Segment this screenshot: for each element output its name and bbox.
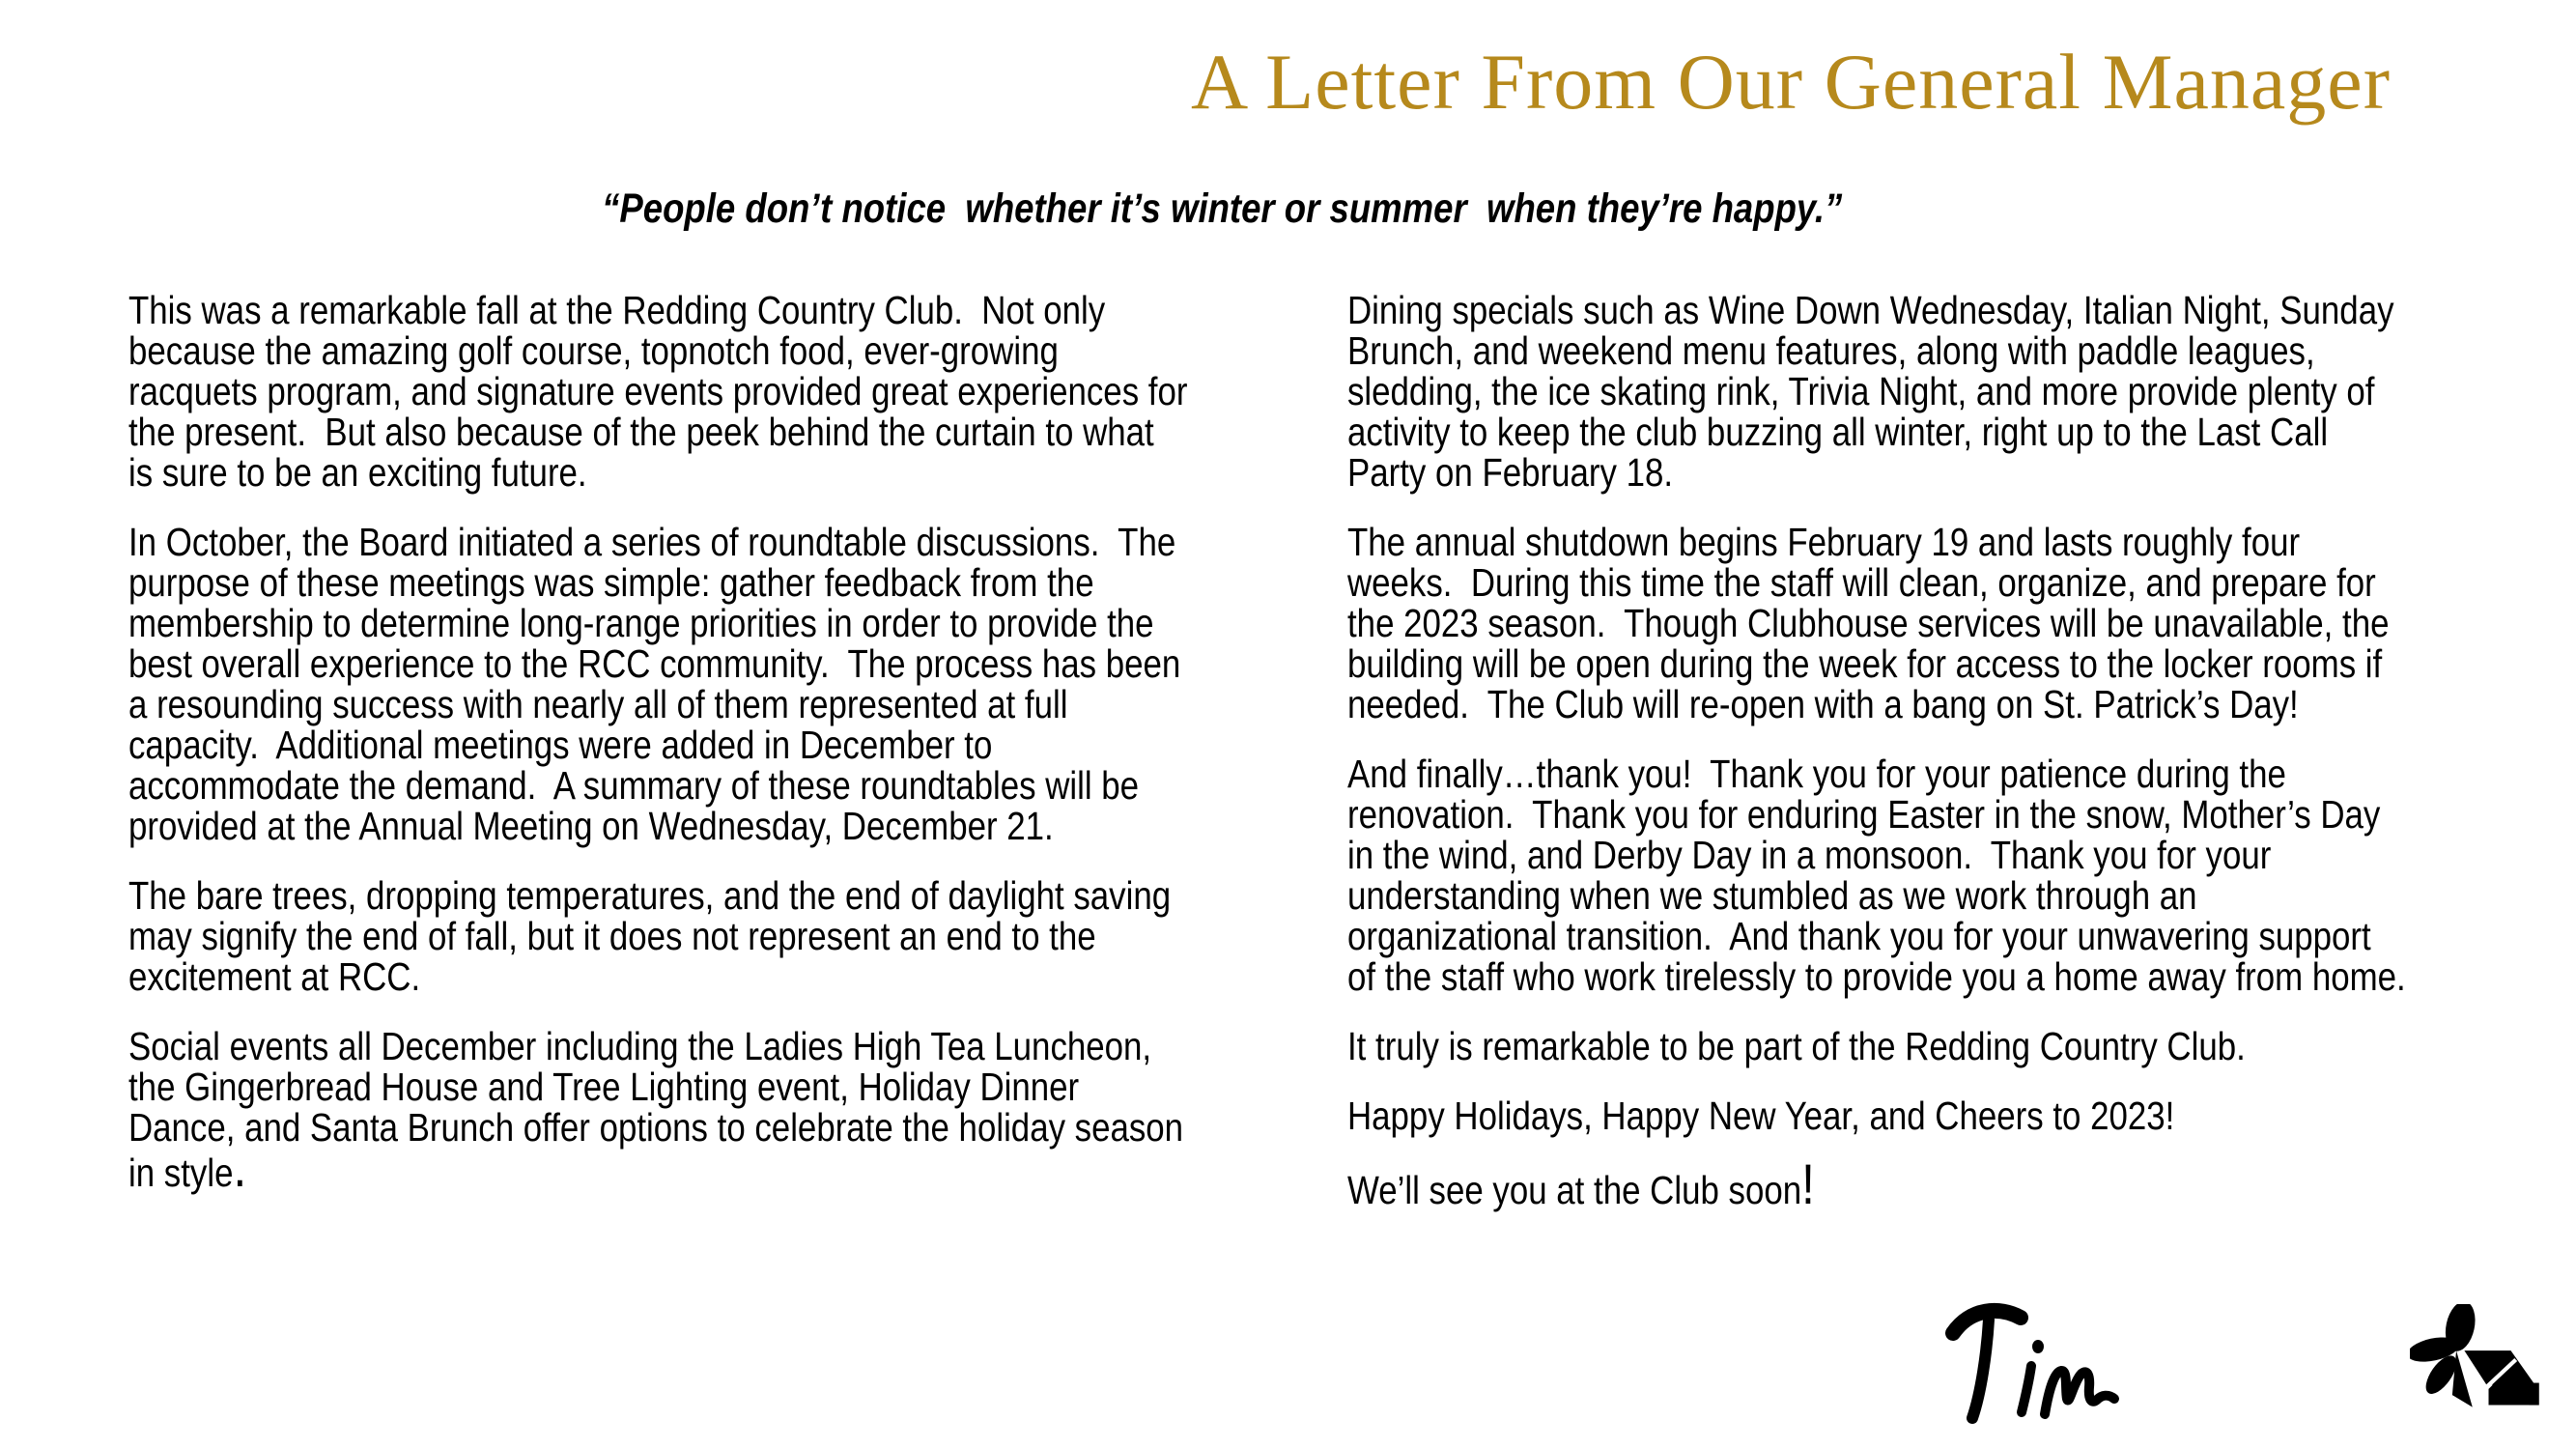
quote-text: “People don’t notice whether it’s winter or summer when they’re happy.” [602,185,1843,232]
paragraph: It truly is remarkable to be part of the Redding Country Club. [1347,1024,2246,1068]
flower-house-club-logo-icon [2410,1304,2545,1415]
large-period: . [233,1136,247,1199]
paragraph: The annual shutdown begins February 19 and lasts roughly four weeks. During this time the staff will clean, organize, and prepare for the 2023 season. Though Clubhouse services will be unavailable, the building will be open during the week for access to the locker rooms if needed. The Club will re-open with a bang on St. Patrick’s Day! [1347,520,2399,726]
signature-tim [1941,1294,2125,1430]
paragraph: In October, the Board initiated a series of roundtable discussions. The purpose of these meetings was simple: gather feedback from the membership to determine long-range priorities in order to provide the best overall experience to the RCC community. The process has been a resounding success with nearly all of them represented at full capacity. Additional meetings were added in December to accommodate the demand. A summary of these roundtables will be provided at the Annual Meeting on Wednesday, December 21. [128,520,1190,848]
paragraph: This was a remarkable fall at the Redding Country Club. Not only because the amazing golf course, topnotch food, ever-growing racquets program, and signature events provided great experiences for the present. But also because of the peek behind the curtain to what is sure to be an exciting future. [128,288,1198,495]
paragraph-text: Social events all December including the Ladies High Tea Luncheon, the Gingerbread House and Tree Lighting event, Holiday Dinner Dance, and Santa Brunch offer options to celebrate the holiday season in style [128,1024,1193,1195]
paragraph: Happy Holidays, Happy New Year, and Cheers to 2023! [1347,1094,2175,1138]
left-column [128,288,1198,1222]
right-column [1347,290,2407,1239]
paragraph: The bare trees, dropping temperatures, and the end of daylight saving may signify the end of fall, but it does not represent an end to the excitement at RCC. [128,873,1180,999]
paragraph-text: We’ll see you at the Club soon [1347,1168,1802,1212]
page-title: A Letter From Our General Manager [1190,38,2391,126]
paragraph: Dining specials such as Wine Down Wednesday, Italian Night, Sunday Brunch, and weekend menu features, along with paddle leagues, sledding, the ice skating rink, Trivia Night, and more provide plenty of activity to keep the club buzzing all winter, right up to the Last Call Party on February 18. [1347,288,2404,495]
paragraph: And finally…thank you! Thank you for your patience during the renovation. Thank you for enduring Easter in the snow, Mother’s Day in the wind, and Derby Day in a monsoon. Thank you for your understanding when we stumbled as we work through an organizational transition. And thank you for your unwavering support of the staff who work tirelessly to provide you a home away from home. [1347,752,2406,999]
paragraph [128,1024,1193,1199]
large-exclamation: ! [1801,1153,1815,1216]
paragraph [1347,1153,2407,1216]
